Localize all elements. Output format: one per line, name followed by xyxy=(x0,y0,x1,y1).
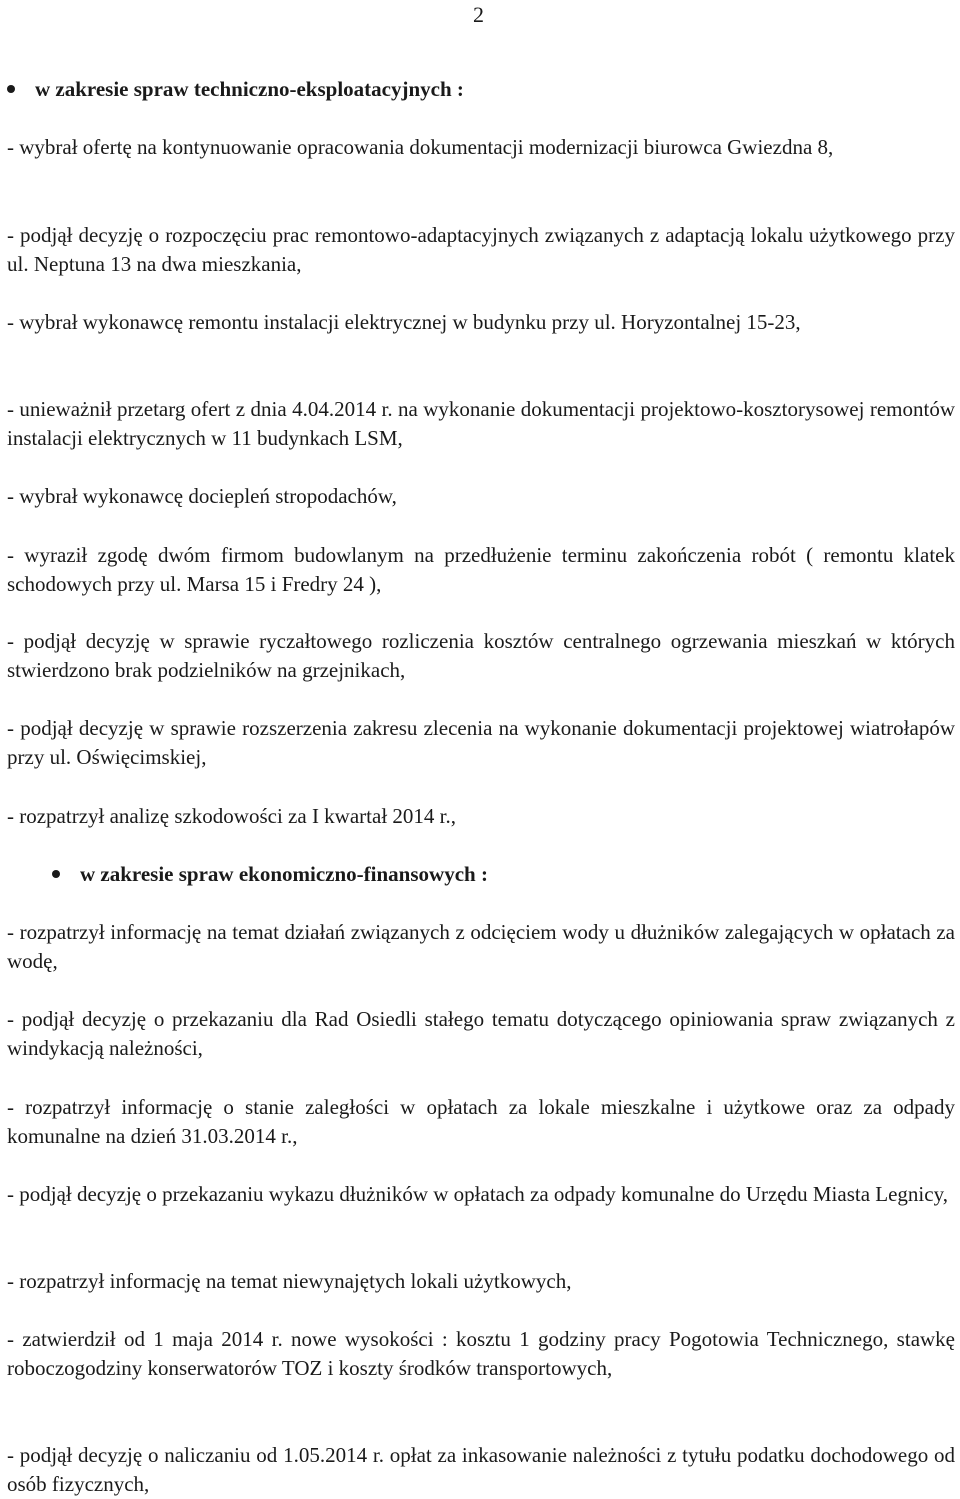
list-item: - podjął decyzję o przekazaniu dla Rad Osiedli stałego tematu dotyczącego opiniowania spraw związanych z windykacją należności, xyxy=(7,1007,955,1060)
list-item: - podjął decyzję o rozpoczęciu prac remontowo-adaptacyjnych związanych z adaptacją lokalu użytkowego przy ul. Neptuna 13 na dwa mieszkania, xyxy=(7,223,955,276)
list-item: - wyraził zgodę dwóm firmom budowlanym na przedłużenie terminu zakończenia robót ( remontu klatek schodowych przy ul. Marsa 15 i Fredry 24 ), xyxy=(7,543,955,596)
section-heading-financial xyxy=(52,861,488,887)
page-number: 2 xyxy=(473,2,484,27)
list-item: - wybrał wykonawcę remontu instalacji elektrycznej w budynku przy ul. Horyzontalnej 15-23, xyxy=(7,310,801,334)
section-heading-technical xyxy=(7,76,464,102)
list-item: - podjął decyzję w sprawie rozszerzenia zakresu zlecenia na wykonanie dokumentacji projektowej wiatrołapów przy ul. Oświęcimskiej, xyxy=(7,716,955,769)
bullet-icon xyxy=(7,85,15,93)
list-item: - unieważnił przetarg ofert z dnia 4.04.2014 r. na wykonanie dokumentacji projektowo-kosztorysowej remontów instalacji elektrycznych w 11 budynkach LSM, xyxy=(7,397,955,450)
list-item: - wybrał wykonawcę dociepleń stropodachów, xyxy=(7,484,397,508)
list-item: - podjął decyzję w sprawie ryczałtowego rozliczenia kosztów centralnego ogrzewania mieszkań w których stwierdzono brak podzielników na grzejnikach, xyxy=(7,629,955,682)
section-heading-text: w zakresie spraw techniczno-eksploatacyjnych : xyxy=(35,77,464,101)
list-item: - rozpatrzył informację na temat działań związanych z odcięciem wody u dłużników zalegających w opłatach za wodę, xyxy=(7,920,955,973)
list-item: - zatwierdził od 1 maja 2014 r. nowe wysokości : kosztu 1 godziny pracy Pogotowia Technicznego, stawkę roboczogodziny konserwatorów TOZ i koszty środków transportowych, xyxy=(7,1327,955,1380)
list-item: - podjął decyzję o naliczaniu od 1.05.2014 r. opłat za inkasowanie należności z tytułu podatku dochodowego od osób fizycznych, xyxy=(7,1443,955,1496)
list-item: - rozpatrzył analizę szkodowości za I kwartał 2014 r., xyxy=(7,804,456,828)
list-item: - rozpatrzył informację o stanie zaległości w opłatach za lokale mieszkalne i użytkowe oraz za odpady komunalne na dzień 31.03.2014 r., xyxy=(7,1095,955,1148)
list-item: - wybrał ofertę na kontynuowanie opracowania dokumentacji modernizacji biurowca Gwiezdna 8, xyxy=(7,135,834,159)
list-item: - rozpatrzył informację na temat niewynajętych lokali użytkowych, xyxy=(7,1269,572,1293)
section-heading-text: w zakresie spraw ekonomiczno-finansowych : xyxy=(80,862,488,886)
list-item: - podjął decyzję o przekazaniu wykazu dłużników w opłatach za odpady komunalne do Urzędu Miasta Legnicy, xyxy=(7,1182,948,1206)
bullet-icon xyxy=(52,870,60,878)
